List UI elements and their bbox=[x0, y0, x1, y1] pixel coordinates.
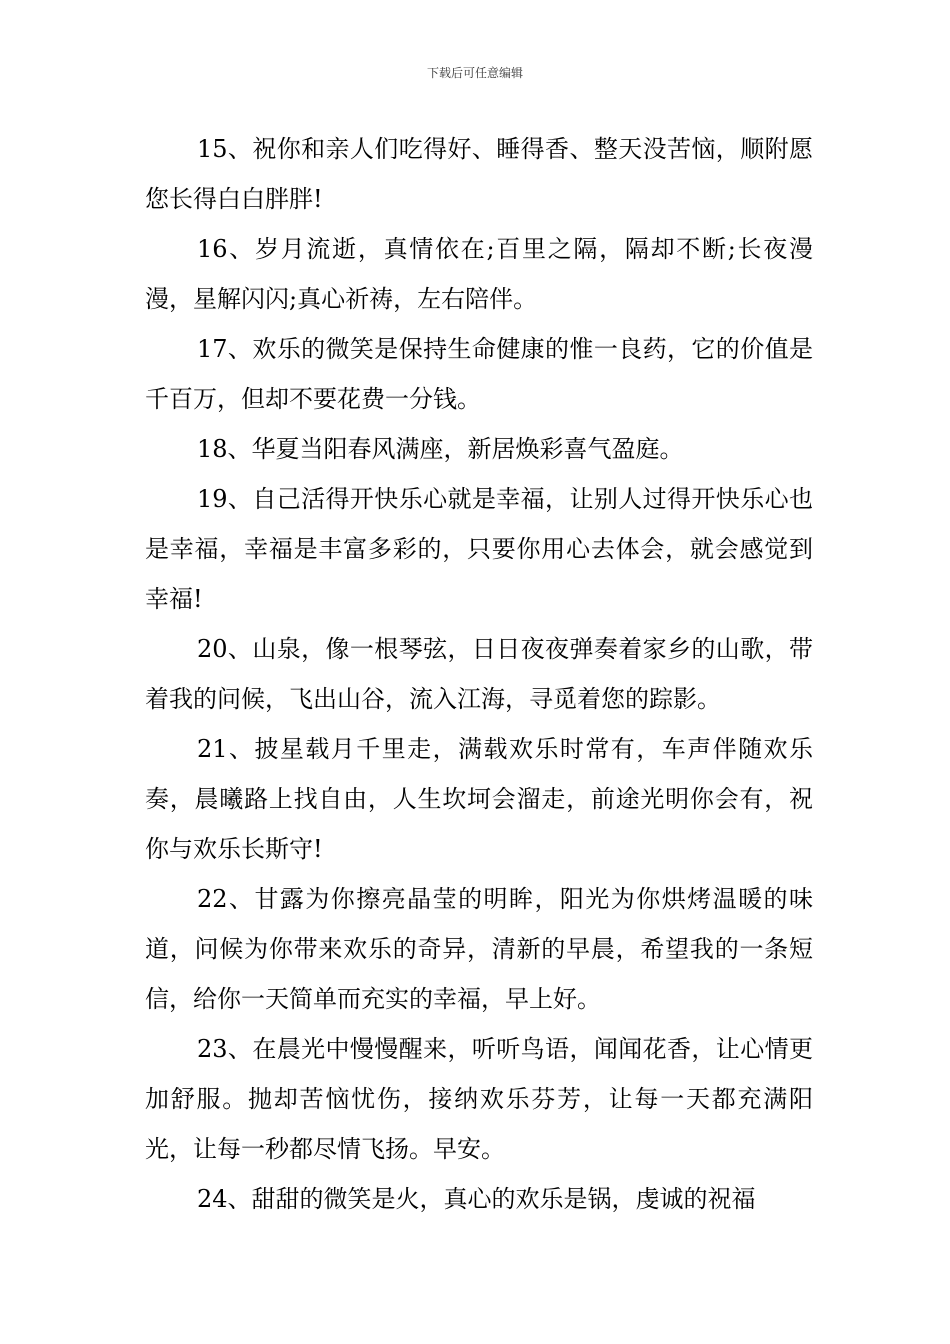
paragraph-18: 18、华夏当阳春风满座，新居焕彩喜气盈庭。 bbox=[197, 435, 684, 463]
paragraph-21: 21、披星载月千里走，满载欢乐时常有，车声伴随欢乐奏，晨曦路上找自由，人生坎坷会溜走，前途光明你会有，祝你与欢乐长斯守! bbox=[145, 735, 813, 863]
paragraph-24: 24、甜甜的微笑是火，真心的欢乐是锅，虔诚的祝福 bbox=[197, 1185, 756, 1213]
paragraph-15: 15、祝你和亲人们吃得好、睡得香、整天没苦恼，顺附愿您长得白白胖胖! bbox=[145, 135, 813, 213]
paragraph-20: 20、山泉，像一根琴弦，日日夜夜弹奏着家乡的山歌，带着我的问候，飞出山谷，流入江海，寻觅着您的踪影。 bbox=[145, 635, 813, 713]
paragraph-23: 23、在晨光中慢慢醒来，听听鸟语，闻闻花香，让心情更加舒服。抛却苦恼忧伤，接纳欢乐芬芳，让每一天都充满阳光，让每一秒都尽情飞扬。早安。 bbox=[145, 1035, 813, 1163]
document-body bbox=[145, 124, 813, 1224]
paragraph-17: 17、欢乐的微笑是保持生命健康的惟一良药，它的价值是千百万，但却不要花费一分钱。 bbox=[145, 335, 813, 413]
paragraph-22: 22、甘露为你擦亮晶莹的明眸，阳光为你烘烤温暖的味道，问候为你带来欢乐的奇异，清新的早晨，希望我的一条短信，给你一天简单而充实的幸福，早上好。 bbox=[145, 885, 813, 1013]
page-header: 下载后可任意编辑 bbox=[426, 66, 523, 80]
paragraph-19: 19、自己活得开快乐心就是幸福，让别人过得开快乐心也是幸福，幸福是丰富多彩的，只要你用心去体会，就会感觉到幸福! bbox=[145, 485, 813, 613]
paragraph-16: 16、岁月流逝，真情依在;百里之隔，隔却不断;长夜漫漫，星解闪闪;真心祈祷，左右陪伴。 bbox=[145, 235, 813, 313]
